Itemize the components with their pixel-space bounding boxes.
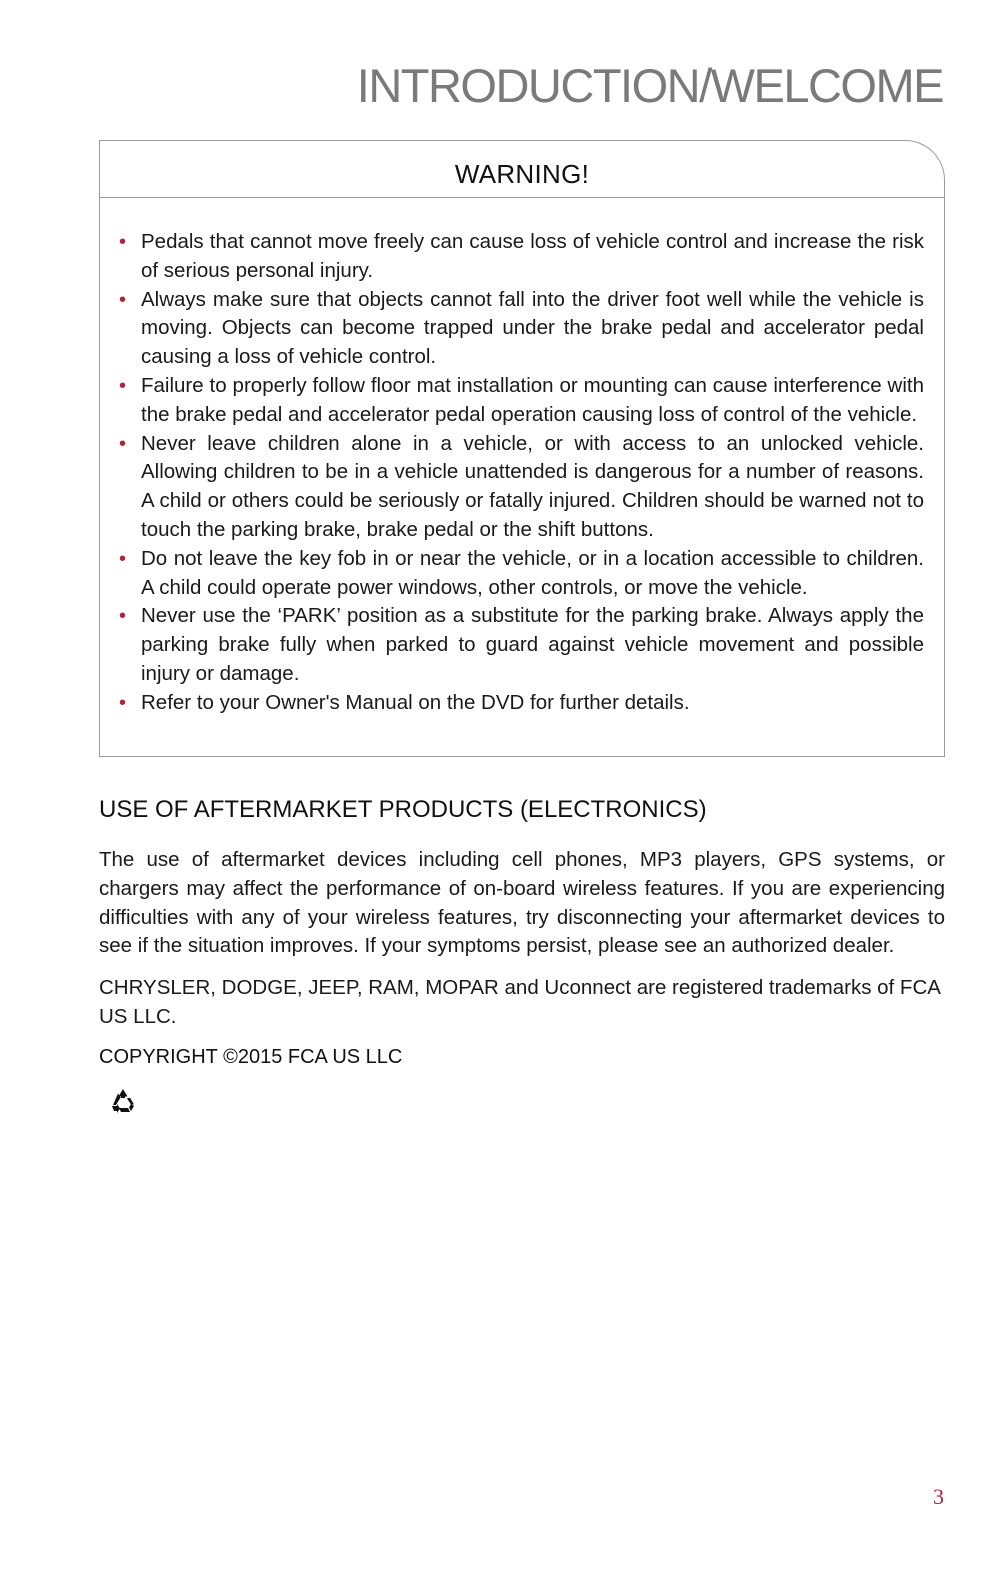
copyright-notice: COPYRIGHT ©2015 FCA US LLC xyxy=(99,1046,403,1068)
warning-list xyxy=(100,198,944,718)
warning-item xyxy=(119,689,924,718)
warning-item xyxy=(119,602,924,688)
warning-title: WARNING! xyxy=(100,141,944,198)
bullet-icon: • xyxy=(119,374,127,397)
warning-item xyxy=(119,372,924,430)
bullet-icon: • xyxy=(119,231,127,253)
aftermarket-paragraph: The use of aftermarket devices including cell phones, MP3 players, GPS systems, or chargers may affect the performance of on-board wireless features. If you are experiencing difficulties with any of your wireless features, try disconnecting your aftermarket devices to see if the situation improves. If your symptoms persist, please see an authorized dealer. xyxy=(99,848,945,958)
bullet-icon: • xyxy=(119,547,127,570)
warning-item xyxy=(119,286,924,372)
section-heading-aftermarket: USE OF AFTERMARKET PRODUCTS (ELECTRONICS) xyxy=(99,796,707,823)
warning-box xyxy=(99,140,945,757)
warning-item xyxy=(119,545,924,603)
page-title: INTRODUCTION/WELCOME xyxy=(356,59,943,112)
warning-item xyxy=(119,430,924,545)
warning-item-text: Failure to properly follow floor mat installation or mounting can cause interference with the brake pedal and accelerator pedal operation causing loss of control of the vehicle. xyxy=(141,373,924,426)
warning-item-text: Never use the ‘PARK’ position as a substitute for the parking brake. Always apply the parking brake fully when parked to guard against vehicle movement and possible injury or damage. xyxy=(141,604,924,685)
warning-item-text: Do not leave the key fob in or near the vehicle, or in a location accessible to children. A child could operate power windows, other controls, or move the vehicle. xyxy=(141,546,924,599)
warning-item xyxy=(119,228,924,286)
warning-item-text: Pedals that cannot move freely can cause loss of vehicle control and increase the risk of serious personal injury. xyxy=(141,230,924,282)
bullet-icon: • xyxy=(119,432,127,455)
warning-item-text: Never leave children alone in a vehicle, or with access to an unlocked vehicle. Allowing children to be in a vehicle unattended is dangerous for a number of reasons. A child or others could be seriously or fatally injured. Children should be warned not to touch the parking brake, brake pedal or the shift buttons. xyxy=(141,431,924,541)
trademarks-paragraph: CHRYSLER, DODGE, JEEP, RAM, MOPAR and Uconnect are registered trademarks of FCA US LLC. xyxy=(99,976,940,1028)
bullet-icon: • xyxy=(119,605,127,628)
page-number: 3 xyxy=(933,1484,944,1509)
bullet-icon: • xyxy=(119,288,127,311)
warning-item-text: Refer to your Owner's Manual on the DVD for further details. xyxy=(141,690,690,714)
warning-item-text: Always make sure that objects cannot fall into the driver foot well while the vehicle is moving. Objects can become trapped under the brake pedal and accelerator pedal causing a loss of vehicle control. xyxy=(141,287,924,369)
recycle-icon xyxy=(108,1086,138,1116)
bullet-icon: • xyxy=(119,691,127,714)
